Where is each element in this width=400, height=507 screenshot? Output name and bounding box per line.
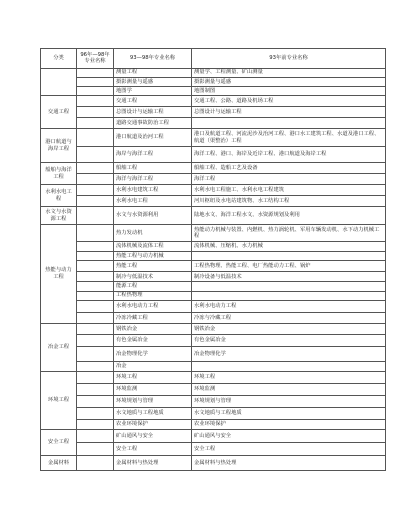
name-93-98-cell: 地图学 bbox=[114, 87, 192, 96]
name-pre-93-cell bbox=[192, 291, 386, 300]
name-93-98-cell: 农业环境保护 bbox=[114, 419, 192, 429]
name-93-98-cell: 船舶工程 bbox=[114, 163, 192, 174]
table-row bbox=[41, 252, 386, 261]
old-name-cell bbox=[77, 129, 114, 147]
category-cell: 港口航道与海岸工程 bbox=[41, 129, 77, 163]
name-pre-93-cell: 有色金属冶金 bbox=[192, 334, 386, 346]
name-pre-93-cell: 摄影测量与遥感 bbox=[192, 77, 386, 86]
table-row bbox=[41, 429, 386, 442]
old-name-cell bbox=[77, 147, 114, 163]
old-name-cell bbox=[77, 383, 114, 395]
name-93-98-cell: 海岸与海洋工程 bbox=[114, 147, 192, 163]
old-name-cell bbox=[77, 291, 114, 300]
name-93-98-cell: 工程热物理 bbox=[114, 291, 192, 300]
header-row bbox=[41, 49, 386, 69]
name-93-98-cell: 水利水电动力工程 bbox=[114, 300, 192, 312]
old-name-cell bbox=[77, 429, 114, 442]
name-pre-93-cell: 环境工程 bbox=[192, 371, 386, 383]
old-name-cell bbox=[77, 207, 114, 225]
old-name-cell bbox=[77, 395, 114, 407]
name-pre-93-cell: 船舶工程、造船工艺及设备 bbox=[192, 163, 386, 174]
table-row bbox=[41, 272, 386, 282]
name-93-98-cell: 水文地质与工程地质 bbox=[114, 407, 192, 419]
name-93-98-cell: 安全工程 bbox=[114, 442, 192, 455]
table-row bbox=[41, 174, 386, 185]
name-pre-93-cell: 热能动力机械与装置、内燃机、热力涡轮机、军用车辆发动机、水下动力机械工程 bbox=[192, 225, 386, 242]
old-name-cell bbox=[77, 185, 114, 196]
table-row bbox=[41, 361, 386, 371]
name-pre-93-cell: 金属材料与热处理 bbox=[192, 455, 386, 470]
table-row bbox=[41, 147, 386, 163]
table-row bbox=[41, 291, 386, 300]
table-row bbox=[41, 334, 386, 346]
name-pre-93-cell: 矿山通风与安全 bbox=[192, 429, 386, 442]
name-93-98-cell: 环境规划与管理 bbox=[114, 395, 192, 407]
name-93-98-cell: 港口航道及治河工程 bbox=[114, 129, 192, 147]
name-93-98-cell: 热力发动机 bbox=[114, 225, 192, 242]
old-name-cell bbox=[77, 361, 114, 371]
table-row bbox=[41, 371, 386, 383]
name-pre-93-cell: 海洋工程 bbox=[192, 174, 386, 185]
name-pre-93-cell: 冶金物理化学 bbox=[192, 346, 386, 361]
table-row bbox=[41, 207, 386, 225]
name-pre-93-cell: 环境规划与管理 bbox=[192, 395, 386, 407]
name-93-98-cell: 热能工程与动力机械 bbox=[114, 252, 192, 261]
name-pre-93-cell: 流体机械、压缩机、水力机械 bbox=[192, 242, 386, 252]
table-row bbox=[41, 407, 386, 419]
table-row bbox=[41, 118, 386, 129]
table-row bbox=[41, 282, 386, 291]
name-93-98-cell: 矿山通风与安全 bbox=[114, 429, 192, 442]
name-93-98-cell: 有色金属冶金 bbox=[114, 334, 192, 346]
table-row bbox=[41, 96, 386, 107]
old-name-cell bbox=[77, 242, 114, 252]
header-pre-93-name: 93年前专业名称 bbox=[192, 49, 386, 69]
table-row bbox=[41, 455, 386, 470]
old-name-cell bbox=[77, 346, 114, 361]
name-93-98-cell: 制冷与低温技术 bbox=[114, 272, 192, 282]
category-cell: 水利水电工程 bbox=[41, 185, 77, 207]
old-name-cell bbox=[77, 196, 114, 207]
old-name-cell bbox=[77, 282, 114, 291]
name-pre-93-cell: 总图设计与运输工程 bbox=[192, 107, 386, 118]
table-body bbox=[41, 68, 386, 470]
category-cell bbox=[41, 68, 77, 96]
old-name-cell bbox=[77, 455, 114, 470]
name-93-98-cell: 冶金 bbox=[114, 361, 192, 371]
name-93-98-cell: 海洋与海洋工程 bbox=[114, 174, 192, 185]
name-pre-93-cell: 地图制图 bbox=[192, 87, 386, 96]
old-name-cell bbox=[77, 225, 114, 242]
major-name-comparison-table bbox=[40, 48, 386, 471]
table-row bbox=[41, 300, 386, 312]
category-cell: 船舶与海洋工程 bbox=[41, 163, 77, 185]
old-name-cell bbox=[77, 252, 114, 261]
table-row bbox=[41, 346, 386, 361]
old-name-cell bbox=[77, 163, 114, 174]
name-93-98-cell: 热能工程 bbox=[114, 261, 192, 272]
name-93-98-cell: 总图设计与运输工程 bbox=[114, 107, 192, 118]
category-cell: 交通工程 bbox=[41, 96, 77, 129]
table-row bbox=[41, 261, 386, 272]
old-name-cell bbox=[77, 261, 114, 272]
old-name-cell bbox=[77, 300, 114, 312]
old-name-cell bbox=[77, 68, 114, 77]
old-name-cell bbox=[77, 419, 114, 429]
name-pre-93-cell: 农业环境保护 bbox=[192, 419, 386, 429]
category-cell: 冶金工程 bbox=[41, 323, 77, 371]
old-name-cell bbox=[77, 272, 114, 282]
category-cell: 环境工程 bbox=[41, 371, 77, 429]
table-row bbox=[41, 312, 386, 323]
name-pre-93-cell: 测量学、工程测量、矿山测量 bbox=[192, 68, 386, 77]
name-93-98-cell: 能源工程 bbox=[114, 282, 192, 291]
category-cell: 安全工程 bbox=[41, 429, 77, 455]
name-pre-93-cell bbox=[192, 282, 386, 291]
table-row bbox=[41, 87, 386, 96]
name-pre-93-cell: 陆地水文、海洋工程水文、水资源规划及利用 bbox=[192, 207, 386, 225]
name-pre-93-cell: 水利水电工程施工、水利水电工程建筑 bbox=[192, 185, 386, 196]
old-name-cell bbox=[77, 334, 114, 346]
name-pre-93-cell: 水文地质与工程地质 bbox=[192, 407, 386, 419]
name-93-98-cell: 金属材料与热处理 bbox=[114, 455, 192, 470]
table-row bbox=[41, 242, 386, 252]
name-93-98-cell: 道路交通事故防治工程 bbox=[114, 118, 192, 129]
old-name-cell bbox=[77, 442, 114, 455]
table-row bbox=[41, 323, 386, 334]
category-cell: 热能与动力工程 bbox=[41, 225, 77, 324]
old-name-cell bbox=[77, 407, 114, 419]
name-93-98-cell: 钢铁冶金 bbox=[114, 323, 192, 334]
name-93-98-cell: 水利水电工程 bbox=[114, 196, 192, 207]
table-row bbox=[41, 185, 386, 196]
header-93-98-name: 93—98年专业名称 bbox=[114, 49, 192, 69]
category-cell: 水文与水资源工程 bbox=[41, 207, 77, 225]
name-93-98-cell: 测量工程 bbox=[114, 68, 192, 77]
name-pre-93-cell: 冷冻与冷藏工程 bbox=[192, 312, 386, 323]
name-93-98-cell: 环境监测 bbox=[114, 383, 192, 395]
name-pre-93-cell: 环境监测 bbox=[192, 383, 386, 395]
name-93-98-cell: 环境工程 bbox=[114, 371, 192, 383]
old-name-cell bbox=[77, 312, 114, 323]
name-pre-93-cell: 钢铁冶金 bbox=[192, 323, 386, 334]
table-row bbox=[41, 383, 386, 395]
table-row bbox=[41, 129, 386, 147]
name-93-98-cell: 水利水电建筑工程 bbox=[114, 185, 192, 196]
category-cell: 金属材料 bbox=[41, 455, 77, 470]
name-pre-93-cell bbox=[192, 361, 386, 371]
name-pre-93-cell bbox=[192, 252, 386, 261]
old-name-cell bbox=[77, 107, 114, 118]
old-name-cell bbox=[77, 87, 114, 96]
header-category: 分类 bbox=[41, 49, 77, 69]
name-pre-93-cell bbox=[192, 118, 386, 129]
name-pre-93-cell: 河川枢纽及水电站建筑物、水工结构工程 bbox=[192, 196, 386, 207]
name-pre-93-cell: 海洋工程、港口、海岸及近岸工程、港口航道及海岸工程 bbox=[192, 147, 386, 163]
table-row bbox=[41, 68, 386, 77]
name-pre-93-cell: 水利水电动力工程 bbox=[192, 300, 386, 312]
name-pre-93-cell: 安全工程 bbox=[192, 442, 386, 455]
name-93-98-cell: 水文与水资源利用 bbox=[114, 207, 192, 225]
table-row bbox=[41, 107, 386, 118]
old-name-cell bbox=[77, 96, 114, 107]
table-row bbox=[41, 225, 386, 242]
name-93-98-cell: 摄影测量与遥感 bbox=[114, 77, 192, 86]
table-row bbox=[41, 395, 386, 407]
name-93-98-cell: 交通工程 bbox=[114, 96, 192, 107]
old-name-cell bbox=[77, 118, 114, 129]
old-name-cell bbox=[77, 174, 114, 185]
name-93-98-cell: 流体机械及流体工程 bbox=[114, 242, 192, 252]
table-row bbox=[41, 419, 386, 429]
name-pre-93-cell: 制冷设备与低温技术 bbox=[192, 272, 386, 282]
name-pre-93-cell: 港口及航道工程、河流泥沙及治河工程、港口水工建筑工程、水道及港口工程、航道（渠整治）工程 bbox=[192, 129, 386, 147]
old-name-cell bbox=[77, 371, 114, 383]
name-93-98-cell: 冶金物理化学 bbox=[114, 346, 192, 361]
name-pre-93-cell: 交通工程、公路、道路及机场工程 bbox=[192, 96, 386, 107]
table-row bbox=[41, 196, 386, 207]
name-pre-93-cell: 工程热物理、热能工程、电厂热能动力工程、锅炉 bbox=[192, 261, 386, 272]
table-row bbox=[41, 442, 386, 455]
table-row bbox=[41, 77, 386, 86]
header-96-98-name: 96年—98年专业名称 bbox=[77, 49, 114, 69]
table-row bbox=[41, 163, 386, 174]
old-name-cell bbox=[77, 323, 114, 334]
old-name-cell bbox=[77, 77, 114, 86]
name-93-98-cell: 冷冻冷藏工程 bbox=[114, 312, 192, 323]
